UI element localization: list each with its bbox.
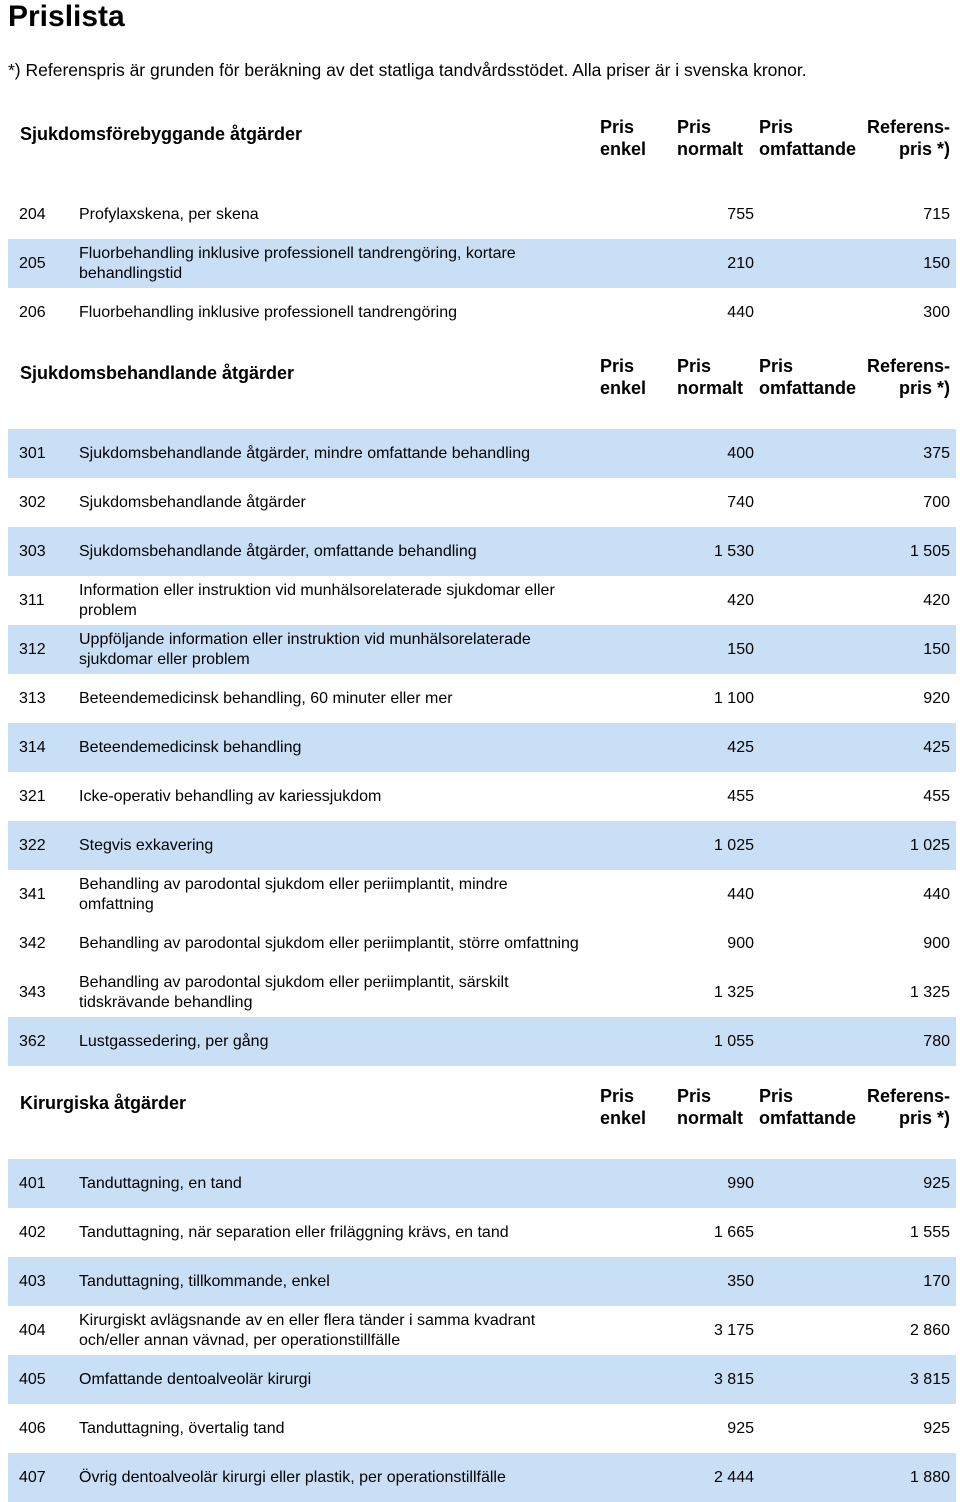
price-normalt bbox=[727, 429, 754, 478]
table-row bbox=[8, 1453, 956, 1502]
treatment-code-text: 313 bbox=[19, 689, 46, 707]
reference-price bbox=[923, 288, 950, 337]
treatment-description bbox=[79, 674, 579, 723]
treatment-description bbox=[79, 625, 579, 674]
treatment-description-text: Tanduttagning, övertalig tand bbox=[79, 1419, 285, 1437]
treatment-description bbox=[79, 429, 579, 478]
treatment-description bbox=[79, 1404, 579, 1453]
column-header-referenspris-line: Referens- bbox=[866, 356, 950, 376]
treatment-description bbox=[79, 190, 579, 239]
table-row bbox=[8, 1355, 956, 1404]
section-title: Sjukdomsbehandlande åtgärder bbox=[20, 363, 295, 383]
treatment-description-text: Behandling av parodontal sjukdom eller periimplantit, större omfattning bbox=[79, 934, 579, 952]
price-normalt bbox=[727, 772, 754, 821]
treatment-description bbox=[79, 1306, 579, 1355]
price-normalt bbox=[727, 870, 754, 919]
reference-price-text: 440 bbox=[923, 885, 950, 903]
treatment-description bbox=[79, 1159, 579, 1208]
price-normalt-text: 925 bbox=[727, 1419, 754, 1437]
treatment-code bbox=[19, 1017, 46, 1066]
treatment-code bbox=[19, 821, 46, 870]
reference-price-text: 1 325 bbox=[909, 983, 950, 1001]
column-header-pris-enkel-line: enkel bbox=[600, 1108, 647, 1128]
reference-price bbox=[923, 429, 950, 478]
price-normalt-text: 755 bbox=[727, 205, 754, 223]
treatment-code bbox=[19, 625, 46, 674]
treatment-code-text: 301 bbox=[19, 444, 46, 462]
reference-price-text: 300 bbox=[923, 303, 950, 321]
column-header-pris-omfattande-line: omfattande bbox=[759, 139, 857, 159]
treatment-description-text: Tanduttagning, en tand bbox=[79, 1174, 242, 1192]
reference-price-text: 3 815 bbox=[909, 1370, 950, 1388]
column-header-pris-normalt-line: Pris bbox=[677, 356, 712, 376]
column-header-pris-enkel-line: Pris bbox=[600, 1086, 635, 1106]
table-row bbox=[8, 723, 956, 772]
table-row bbox=[8, 968, 956, 1017]
column-header-pris-omfattande-line: omfattande bbox=[759, 378, 857, 398]
treatment-description-text: Tanduttagning, när separation eller friläggning krävs, en tand bbox=[79, 1223, 509, 1241]
treatment-description-text: Information eller instruktion vid munhälsorelaterade sjukdomar eller problem bbox=[79, 581, 555, 619]
price-normalt bbox=[727, 1159, 754, 1208]
price-table bbox=[8, 429, 956, 1066]
column-header-pris-enkel-line: Pris bbox=[600, 356, 635, 376]
treatment-code-text: 311 bbox=[19, 591, 45, 609]
price-normalt bbox=[727, 288, 754, 337]
treatment-code-text: 302 bbox=[19, 493, 46, 511]
treatment-code bbox=[19, 1159, 46, 1208]
treatment-code-text: 403 bbox=[19, 1272, 46, 1290]
table-row bbox=[8, 1257, 956, 1306]
treatment-code-text: 322 bbox=[19, 836, 46, 854]
table-row bbox=[8, 288, 956, 337]
reference-price bbox=[923, 239, 950, 288]
table-row bbox=[8, 429, 956, 478]
table-row bbox=[8, 1159, 956, 1208]
treatment-code bbox=[19, 1404, 46, 1453]
reference-price-text: 900 bbox=[923, 934, 950, 952]
reference-price bbox=[923, 1017, 950, 1066]
reference-price-text: 715 bbox=[923, 205, 950, 223]
treatment-code-text: 312 bbox=[19, 640, 46, 658]
table-row bbox=[8, 1306, 956, 1355]
treatment-code-text: 401 bbox=[19, 1174, 46, 1192]
reference-price bbox=[910, 821, 950, 870]
reference-price bbox=[923, 723, 950, 772]
column-header-pris-normalt-line: normalt bbox=[677, 139, 744, 159]
treatment-description-text: Beteendemedicinsk behandling bbox=[79, 738, 302, 756]
price-normalt-text: 400 bbox=[727, 444, 754, 462]
price-normalt-text: 420 bbox=[727, 591, 754, 609]
reference-price bbox=[923, 1404, 950, 1453]
price-normalt-text: 900 bbox=[727, 934, 754, 952]
treatment-code bbox=[19, 1355, 46, 1404]
treatment-description-text: Övrig dentoalveolär kirurgi eller plastik, per operationstillfälle bbox=[79, 1468, 506, 1486]
column-header-pris-normalt bbox=[677, 116, 743, 160]
column-header-referenspris bbox=[867, 355, 950, 399]
price-normalt bbox=[727, 1257, 754, 1306]
treatment-description-text: Icke-operativ behandling av kariessjukdom bbox=[79, 787, 382, 805]
treatment-description-text: Behandling av parodontal sjukdom eller periimplantit, mindre omfattning bbox=[79, 875, 508, 913]
column-header-pris-enkel bbox=[600, 355, 646, 399]
treatment-code-text: 205 bbox=[19, 254, 46, 272]
price-normalt-text: 1 530 bbox=[713, 542, 754, 560]
treatment-description bbox=[79, 772, 579, 821]
column-header-pris-enkel bbox=[600, 116, 646, 160]
column-header-pris-normalt bbox=[677, 355, 743, 399]
price-table bbox=[8, 190, 956, 337]
treatment-code-text: 303 bbox=[19, 542, 46, 560]
treatment-code-text: 404 bbox=[19, 1321, 46, 1339]
treatment-code-text: 206 bbox=[19, 303, 46, 321]
table-row bbox=[8, 527, 956, 576]
treatment-code bbox=[19, 190, 46, 239]
treatment-description bbox=[79, 1017, 579, 1066]
price-normalt bbox=[714, 674, 754, 723]
column-header-pris-omfattande-line: Pris bbox=[759, 1086, 794, 1106]
table-row bbox=[8, 576, 956, 625]
price-table bbox=[8, 1159, 956, 1502]
treatment-description bbox=[79, 527, 579, 576]
price-normalt bbox=[727, 723, 754, 772]
treatment-code bbox=[19, 1306, 46, 1355]
column-header-referenspris bbox=[867, 116, 950, 160]
reference-price bbox=[923, 190, 950, 239]
treatment-description bbox=[79, 1453, 579, 1502]
section-preventive bbox=[8, 110, 956, 337]
reference-price bbox=[910, 1355, 950, 1404]
price-normalt bbox=[714, 968, 754, 1017]
table-row bbox=[8, 239, 956, 288]
price-normalt-text: 1 100 bbox=[713, 689, 754, 707]
treatment-code bbox=[19, 429, 46, 478]
treatment-description-text: Sjukdomsbehandlande åtgärder bbox=[79, 493, 306, 511]
price-normalt-text: 425 bbox=[727, 738, 754, 756]
column-header-pris-enkel-line: enkel bbox=[600, 139, 647, 159]
reference-price bbox=[923, 674, 950, 723]
reference-price-text: 1 880 bbox=[909, 1468, 950, 1486]
treatment-description-text: Tanduttagning, tillkommande, enkel bbox=[79, 1272, 330, 1290]
reference-price bbox=[923, 919, 950, 968]
reference-price-text: 700 bbox=[923, 493, 950, 511]
treatment-code-text: 406 bbox=[19, 1419, 46, 1437]
treatment-description-text: Stegvis exkavering bbox=[79, 836, 214, 854]
treatment-code-text: 314 bbox=[19, 738, 46, 756]
table-row bbox=[8, 625, 956, 674]
column-header-pris-omfattande bbox=[759, 1085, 856, 1129]
reference-price-text: 170 bbox=[923, 1272, 950, 1290]
treatment-description bbox=[79, 821, 579, 870]
treatment-code bbox=[19, 1257, 46, 1306]
treatment-description-text: Omfattande dentoalveolär kirurgi bbox=[79, 1370, 312, 1388]
treatment-code-text: 321 bbox=[19, 787, 46, 805]
column-header-pris-omfattande-line: Pris bbox=[759, 117, 794, 137]
table-row bbox=[8, 1404, 956, 1453]
treatment-description bbox=[79, 723, 579, 772]
treatment-code-text: 204 bbox=[19, 205, 46, 223]
reference-price-text: 925 bbox=[923, 1174, 950, 1192]
table-row bbox=[8, 674, 956, 723]
treatment-code bbox=[19, 968, 46, 1017]
column-header-pris-normalt-line: normalt bbox=[677, 1108, 744, 1128]
reference-price bbox=[923, 625, 950, 674]
price-normalt bbox=[727, 576, 754, 625]
table-row bbox=[8, 772, 956, 821]
price-normalt bbox=[727, 625, 754, 674]
table-row bbox=[8, 870, 956, 919]
reference-price-text: 1 025 bbox=[909, 836, 950, 854]
treatment-code-text: 362 bbox=[19, 1032, 46, 1050]
treatment-code bbox=[19, 527, 46, 576]
price-normalt-text: 440 bbox=[727, 303, 754, 321]
treatment-description bbox=[79, 919, 579, 968]
column-header-pris-enkel bbox=[600, 1085, 646, 1129]
price-normalt-text: 990 bbox=[727, 1174, 754, 1192]
price-normalt-text: 150 bbox=[727, 640, 754, 658]
treatment-code bbox=[19, 1208, 46, 1257]
treatment-code bbox=[19, 576, 45, 625]
treatment-code bbox=[19, 674, 46, 723]
treatment-description-text: Beteendemedicinsk behandling, 60 minuter eller mer bbox=[79, 689, 453, 707]
price-normalt-text: 3 175 bbox=[713, 1321, 754, 1339]
treatment-description-text: Behandling av parodontal sjukdom eller periimplantit, särskilt tidskrävande behandling bbox=[79, 973, 509, 1011]
reference-price-text: 150 bbox=[923, 640, 950, 658]
table-row bbox=[8, 919, 956, 968]
reference-price-text: 420 bbox=[923, 591, 950, 609]
price-normalt bbox=[727, 190, 754, 239]
treatment-description-text: Profylaxskena, per skena bbox=[79, 205, 259, 223]
treatment-description bbox=[79, 1208, 579, 1257]
price-normalt-text: 350 bbox=[727, 1272, 754, 1290]
column-header-pris-normalt bbox=[677, 1085, 743, 1129]
column-header-pris-normalt-line: normalt bbox=[677, 378, 744, 398]
section-title: Sjukdomsförebyggande åtgärder bbox=[20, 124, 303, 144]
treatment-description bbox=[79, 239, 579, 288]
page-title: Prislista bbox=[8, 0, 125, 33]
reference-price bbox=[923, 1159, 950, 1208]
treatment-code-text: 342 bbox=[19, 934, 46, 952]
reference-price bbox=[910, 1453, 950, 1502]
price-normalt bbox=[714, 1208, 754, 1257]
treatment-code bbox=[19, 919, 46, 968]
table-row bbox=[8, 1017, 956, 1066]
price-normalt bbox=[727, 478, 754, 527]
treatment-description bbox=[79, 1257, 579, 1306]
column-header-pris-omfattande-line: omfattande bbox=[759, 1108, 857, 1128]
reference-price-text: 150 bbox=[923, 254, 950, 272]
treatment-code bbox=[19, 478, 46, 527]
price-normalt bbox=[714, 1355, 754, 1404]
price-normalt-text: 3 815 bbox=[713, 1370, 754, 1388]
treatment-description bbox=[79, 870, 579, 919]
price-normalt-text: 2 444 bbox=[713, 1468, 754, 1486]
treatment-description-text: Uppföljande information eller instruktion vid munhälsorelaterade sjukdomar eller problem bbox=[79, 630, 531, 668]
price-normalt-text: 740 bbox=[727, 493, 754, 511]
reference-price bbox=[923, 1257, 950, 1306]
section-title: Kirurgiska åtgärder bbox=[20, 1093, 187, 1113]
column-header-pris-omfattande bbox=[759, 116, 856, 160]
reference-price bbox=[923, 576, 950, 625]
reference-price-text: 2 860 bbox=[909, 1321, 950, 1339]
reference-price bbox=[923, 478, 950, 527]
price-normalt-text: 1 055 bbox=[713, 1032, 754, 1050]
reference-price bbox=[910, 1306, 950, 1355]
price-normalt bbox=[727, 919, 754, 968]
price-normalt bbox=[714, 1306, 754, 1355]
column-header-referenspris bbox=[867, 1085, 950, 1129]
reference-price-text: 780 bbox=[923, 1032, 950, 1050]
reference-price-text: 925 bbox=[923, 1419, 950, 1437]
reference-price bbox=[923, 772, 950, 821]
treatment-code bbox=[19, 723, 46, 772]
reference-price bbox=[910, 527, 950, 576]
reference-price-text: 1 505 bbox=[909, 542, 950, 560]
column-header-referenspris-line: pris *) bbox=[898, 1108, 950, 1128]
column-header-pris-normalt-line: Pris bbox=[677, 117, 712, 137]
treatment-description bbox=[79, 1355, 579, 1404]
price-normalt bbox=[714, 1017, 754, 1066]
reference-note: *) Referenspris är grunden för beräkning av det statliga tandvårdsstödet. Alla priser är i svenska kronor. bbox=[8, 60, 807, 80]
price-normalt bbox=[727, 239, 754, 288]
treatment-description-text: Lustgassedering, per gång bbox=[79, 1032, 269, 1050]
table-row bbox=[8, 1208, 956, 1257]
treatment-code-text: 402 bbox=[19, 1223, 46, 1241]
column-header-referenspris-line: Referens- bbox=[866, 117, 950, 137]
treatment-code-text: 343 bbox=[19, 983, 46, 1001]
price-normalt-text: 1 665 bbox=[713, 1223, 754, 1241]
treatment-description bbox=[79, 968, 579, 1017]
treatment-description-text: Kirurgiskt avlägsnande av en eller flera tänder i samma kvadrant och/eller annan vävnad, per operationstillfälle bbox=[79, 1311, 536, 1349]
reference-price-text: 425 bbox=[923, 738, 950, 756]
column-header-pris-omfattande-line: Pris bbox=[759, 356, 794, 376]
column-header-pris-omfattande bbox=[759, 355, 856, 399]
section-header bbox=[8, 349, 956, 429]
table-row bbox=[8, 821, 956, 870]
reference-price bbox=[910, 1208, 950, 1257]
reference-price bbox=[923, 870, 950, 919]
reference-price bbox=[910, 968, 950, 1017]
column-header-referenspris-line: Referens- bbox=[866, 1086, 950, 1106]
treatment-code-text: 341 bbox=[19, 885, 46, 903]
treatment-code-text: 407 bbox=[19, 1468, 46, 1486]
treatment-description-text: Fluorbehandling inklusive professionell tandrengöring, kortare behandlingstid bbox=[79, 244, 516, 282]
treatment-code bbox=[19, 772, 46, 821]
column-header-pris-enkel-line: enkel bbox=[600, 378, 647, 398]
column-header-pris-normalt-line: Pris bbox=[677, 1086, 712, 1106]
table-row bbox=[8, 190, 956, 239]
price-normalt bbox=[714, 821, 754, 870]
treatment-code bbox=[19, 870, 46, 919]
reference-price-text: 1 555 bbox=[909, 1223, 950, 1241]
price-normalt-text: 1 325 bbox=[713, 983, 754, 1001]
price-normalt-text: 455 bbox=[727, 787, 754, 805]
section-header bbox=[8, 1079, 956, 1159]
column-header-pris-enkel-line: Pris bbox=[600, 117, 635, 137]
treatment-code bbox=[19, 288, 46, 337]
treatment-description-text: Sjukdomsbehandlande åtgärder, mindre omfattande behandling bbox=[79, 444, 530, 462]
reference-price-text: 920 bbox=[923, 689, 950, 707]
price-normalt bbox=[714, 1453, 754, 1502]
price-normalt-text: 210 bbox=[727, 254, 754, 272]
price-normalt bbox=[714, 527, 754, 576]
treatment-description-text: Sjukdomsbehandlande åtgärder, omfattande behandling bbox=[79, 542, 477, 560]
treatment-description bbox=[79, 576, 579, 625]
section-treatment bbox=[8, 349, 956, 1066]
treatment-code bbox=[19, 1453, 46, 1502]
treatment-code-text: 405 bbox=[19, 1370, 46, 1388]
treatment-description-text: Fluorbehandling inklusive professionell tandrengöring bbox=[79, 303, 458, 321]
reference-price-text: 455 bbox=[923, 787, 950, 805]
price-normalt-text: 1 025 bbox=[713, 836, 754, 854]
table-row bbox=[8, 478, 956, 527]
price-normalt-text: 440 bbox=[727, 885, 754, 903]
column-header-referenspris-line: pris *) bbox=[898, 139, 950, 159]
section-surgical bbox=[8, 1079, 956, 1502]
column-header-referenspris-line: pris *) bbox=[898, 378, 950, 398]
section-header bbox=[8, 110, 956, 190]
treatment-description bbox=[79, 288, 579, 337]
reference-price-text: 375 bbox=[923, 444, 950, 462]
treatment-code bbox=[19, 239, 46, 288]
price-normalt bbox=[727, 1404, 754, 1453]
treatment-description bbox=[79, 478, 579, 527]
